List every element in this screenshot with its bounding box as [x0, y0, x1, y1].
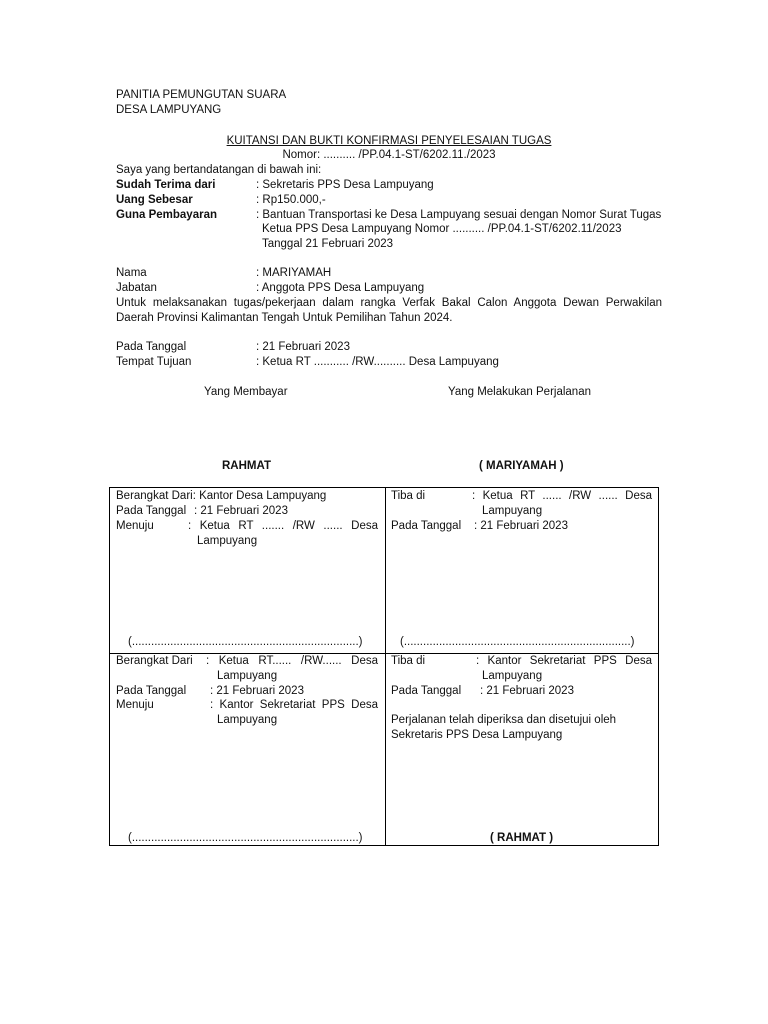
cell3-to-value: : Kantor Sekretariat PPS Desa [210, 699, 378, 711]
cell4-arrive-label: Tiba di [391, 655, 426, 667]
task-line-2: Daerah Provinsi Kalimantan Tengah Untuk Pemilihan Tahun 2024. [116, 312, 453, 324]
purpose-line-3: Tanggal 21 Februari 2023 [262, 238, 394, 250]
cell4-date-value: : 21 Februari 2023 [480, 685, 574, 697]
cell4-approval-note-line-2: Sekretaris PPS Desa Lampuyang [391, 729, 563, 741]
cell2-arrive-value: : Ketua RT ...... /RW ...... Desa [472, 490, 652, 502]
cell4-arrive-value-2: Lampuyang [482, 670, 543, 682]
trip-date-value: : 21 Februari 2023 [256, 341, 350, 353]
trip-date-label: Pada Tanggal [116, 341, 187, 353]
cell2-arrive-label: Tiba di [391, 490, 426, 502]
position-value: : Anggota PPS Desa Lampuyang [256, 282, 425, 294]
purpose-label: Guna Pembayaran [116, 209, 217, 221]
destination-value: : Ketua RT ........... /RW.......... Desa Lampuyang [256, 356, 499, 368]
traveler-label: Yang Melakukan Perjalanan [448, 386, 591, 398]
cell2-signature-line: (.......................................................................) [400, 636, 635, 648]
cell3-date-label: Pada Tanggal [116, 685, 187, 697]
destination-label: Tempat Tujuan [116, 356, 192, 368]
name-value: : MARIYAMAH [256, 267, 332, 279]
cell1-to-label: Menuju [116, 520, 154, 532]
cell2-arrive-value-2: Lampuyang [482, 505, 543, 517]
cell1-to-value: : Ketua RT ....... /RW ...... Desa [188, 520, 378, 532]
received-from-value: : Sekretaris PPS Desa Lampuyang [256, 179, 434, 191]
cell4-approval-note-line-1: Perjalanan telah diperiksa dan disetujui oleh [391, 714, 617, 726]
payer-label: Yang Membayar [204, 386, 288, 398]
cell1-signature-line: (.......................................................................) [128, 636, 363, 648]
cell3-to-value-2: Lampuyang [217, 714, 278, 726]
document-number: Nomor: .......... /PP.04.1-ST/6202.11./2023 [282, 149, 496, 161]
intro-text: Saya yang bertandatangan di bawah ini: [116, 164, 322, 176]
cell1-date-value: : 21 Februari 2023 [194, 505, 288, 517]
cell3-from-label: Berangkat Dari [116, 655, 193, 667]
cell3-from-value-2: Lampuyang [217, 670, 278, 682]
purpose-line-1: : Bantuan Transportasi ke Desa Lampuyang sesuai dengan Nomor Surat Tugas [256, 209, 662, 221]
received-from-label: Sudah Terima dari [116, 179, 216, 191]
cell2-date-value: : 21 Februari 2023 [474, 520, 568, 532]
cell4-signature-name: ( RAHMAT ) [490, 832, 554, 844]
table-vertical-divider [385, 487, 386, 846]
position-label: Jabatan [116, 282, 157, 294]
task-line-1: Untuk melaksanakan tugas/pekerjaan dalam rangka Verfak Bakal Calon Anggota Dewan Perwakilan [116, 297, 662, 309]
cell1-to-value-2: Lampuyang [197, 535, 258, 547]
cell4-arrive-value: : Kantor Sekretariat PPS Desa [476, 655, 652, 667]
payer-name: RAHMAT [222, 460, 271, 472]
organization-line-2: DESA LAMPUYANG [116, 104, 222, 116]
amount-value: : Rp150.000,- [256, 194, 326, 206]
name-label: Nama [116, 267, 147, 279]
cell2-date-label: Pada Tanggal [391, 520, 462, 532]
organization-line-1: PANITIA PEMUNGUTAN SUARA [116, 89, 287, 101]
amount-label: Uang Sebesar [116, 194, 193, 206]
cell3-to-label: Menuju [116, 699, 154, 711]
document-title: KUITANSI DAN BUKTI KONFIRMASI PENYELESAIAN TUGAS [226, 135, 552, 147]
traveler-name: ( MARIYAMAH ) [479, 460, 564, 472]
cell3-from-value: : Ketua RT...... /RW...... Desa [206, 655, 378, 667]
cell3-date-value: : 21 Februari 2023 [210, 685, 304, 697]
cell3-signature-line: (.......................................................................) [128, 832, 363, 844]
cell1-date-label: Pada Tanggal [116, 505, 187, 517]
cell1-departure-line: Berangkat Dari: Kantor Desa Lampuyang [116, 490, 327, 502]
purpose-line-2: Ketua PPS Desa Lampuyang Nomor .......... /PP.04.1-ST/6202.11/2023 [262, 223, 622, 235]
cell4-date-label: Pada Tanggal [391, 685, 462, 697]
